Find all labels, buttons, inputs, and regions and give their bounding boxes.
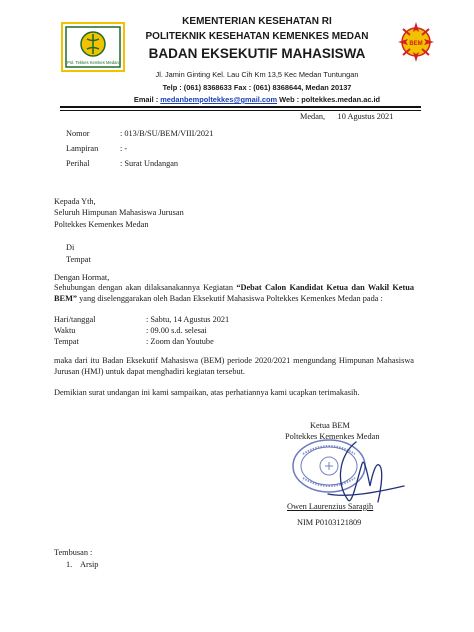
cc-label: Tembusan :	[54, 548, 93, 557]
schedule-label-place: Tempat	[54, 337, 79, 346]
signature-title: Ketua BEM	[310, 421, 350, 430]
meta-label-perihal: Perihal	[66, 159, 90, 168]
opening-text-start: Sehubungan dengan akan dilaksanakannya Kegiatan	[54, 283, 237, 292]
salutation: Dengan Hormat,	[54, 273, 110, 282]
web-address: Web : poltekkes.medan.ac.id	[279, 95, 381, 104]
letterhead-rule-thick	[60, 106, 421, 108]
place-date: Medan, 10 Agustus 2021	[300, 112, 394, 121]
schedule-value-place: : Zoom dan Youtube	[146, 337, 214, 346]
schedule-value-date: : Sabtu, 14 Agustus 2021	[146, 315, 230, 324]
letterhead-address: Jl. Jamin Ginting Kel. Lau Cih Km 13,5 Kec Medan Tuntungan	[155, 70, 359, 79]
closing-paragraph: Demikian surat undangan ini kami sampaikan, atas perhatiannya kami ucapkan terimakasih.	[54, 388, 360, 397]
schedule-label-date: Hari/tanggal	[54, 315, 96, 324]
signature-org: Poltekkes Kemenkes Medan	[285, 432, 380, 441]
letterhead-phone: Telp : (061) 8368633 Fax : (061) 8368644, Medan 20137	[162, 83, 352, 92]
letterhead-organization: BADAN EKSEKUTIF MAHASISWA	[148, 46, 366, 61]
meta-value-lampiran: : -	[120, 144, 128, 153]
recipient-line2: Poltekkes Kemenkes Medan	[54, 220, 149, 229]
opening-paragraph	[54, 282, 414, 304]
letterhead-contact	[40, 95, 474, 104]
meta-value-nomor: : 013/B/SU/BEM/VIII/2021	[120, 129, 214, 138]
signatory-nim: NIM P0103121809	[297, 518, 362, 527]
recipient-tempat: Tempat	[66, 255, 91, 264]
schedule-value-time: : 09.00 s.d. selesai	[146, 326, 207, 335]
cc-item-number: 1.	[66, 560, 73, 569]
recipient-greeting: Kepada Yth,	[54, 197, 96, 206]
letterhead-institution: POLITEKNIK KESEHATAN KEMENKES MEDAN	[145, 31, 369, 42]
signature-scribble	[318, 436, 408, 508]
meta-label-nomor: Nomor	[66, 129, 90, 138]
recipient-di: Di	[66, 243, 75, 252]
opening-text-end: yang diselenggarakan oleh Badan Eksekutif Mahasiswa Poltekkes Kemenkes Medan pada :	[77, 294, 383, 304]
meta-label-lampiran: Lampiran	[66, 144, 99, 153]
event-name: “Debat Calon Kandidat Ketua dan Wakil Ketua BEM”	[54, 283, 415, 304]
email-link[interactable]: medanbempoltekkes@gmail.com	[160, 95, 278, 104]
letterhead-ministry: KEMENTERIAN KESEHATAN RI	[182, 16, 332, 27]
recipient-line1: Seluruh Himpunan Mahasiswa Jurusan	[54, 208, 184, 217]
schedule-label-time: Waktu	[54, 326, 76, 335]
signatory-name: Owen Laurenzius Saragih	[287, 502, 374, 511]
cc-item-text: Arsip	[80, 560, 99, 569]
logo-right-caption: BEM	[409, 41, 423, 47]
logo-left-caption: Pol. Tekkes Kemkes Medan	[67, 60, 119, 65]
email-label: Email :	[133, 95, 159, 104]
invitation-paragraph: maka dari itu Badan Eksekutif Mahasiswa (BEM) periode 2020/2021 mengundang Himpunan Mahasiswa Jurusan (HMJ) untuk dapat menghadiri kegiatan tersebut.	[54, 356, 414, 377]
meta-value-perihal: : Surat Undangan	[120, 159, 179, 168]
